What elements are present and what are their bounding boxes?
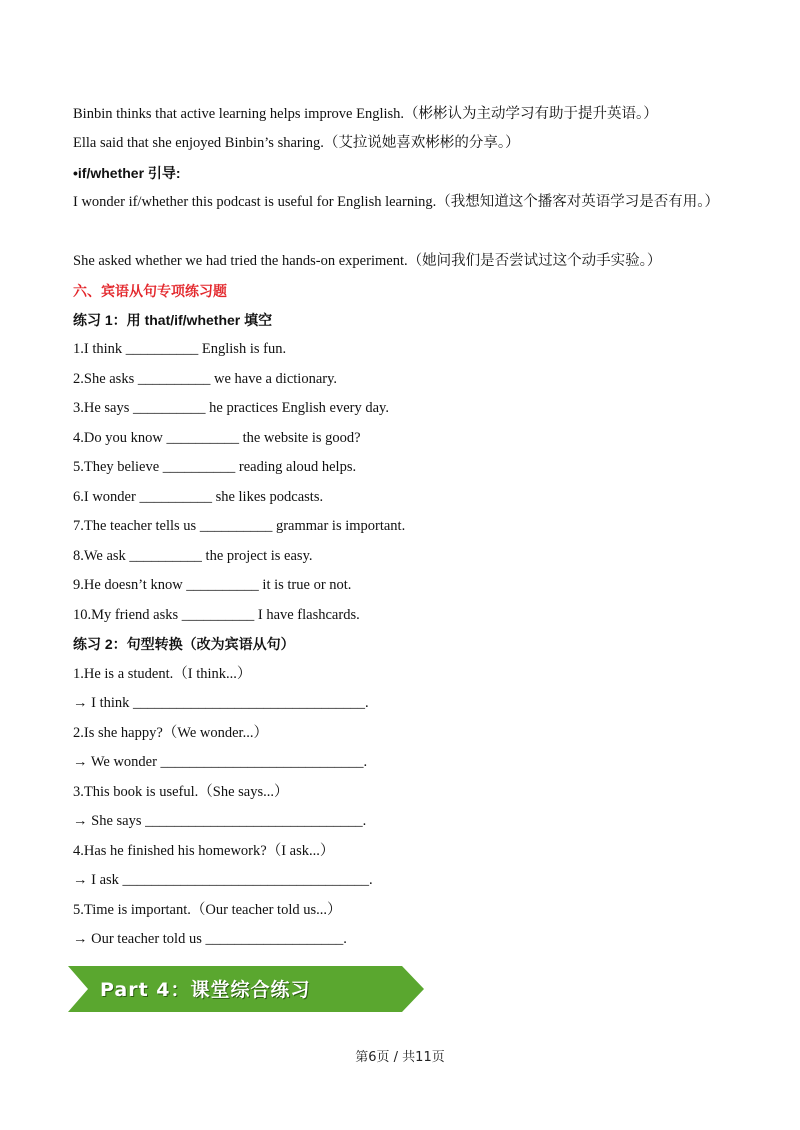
exercise2-prompt: 1.He is a student.（I think...）	[73, 666, 252, 682]
banner-title: Part 4：课堂综合练习	[100, 979, 311, 1001]
if-whether-heading: •if/whether 引导:	[73, 165, 181, 181]
part-banner	[68, 966, 424, 1012]
exercise1-item: 7.The teacher tells us __________ grammar is important.	[73, 518, 406, 534]
exercise2-prompt: 4.Has he finished his homework?（I ask...）	[73, 843, 335, 859]
exercise2-answer-line: → She says ______________________________.	[73, 813, 367, 829]
exercise2-answer-line: → We wonder ____________________________.	[73, 754, 368, 770]
if-whether-example-1: I wonder if/whether this podcast is useful for English learning.（我想知道这个播客对英语学习是否有用。）	[73, 194, 719, 210]
exercise1-item: 1.I think __________ English is fun.	[73, 341, 287, 357]
exercise1-item: 2.She asks __________ we have a dictionary.	[73, 371, 338, 387]
exercise1-item: 9.He doesn’t know __________ it is true or not.	[73, 577, 352, 593]
exercise2-answer-line: → I ask __________________________________.	[73, 872, 373, 888]
page-footer: 第6页 / 共11页	[355, 1050, 445, 1065]
exercise1-item: 5.They believe __________ reading aloud helps.	[73, 459, 357, 475]
exercise1-item: 3.He says __________ he practices English every day.	[73, 400, 389, 416]
exercise1-title: 练习 1：用 that/if/whether 填空	[73, 312, 273, 328]
exercise1-item: 10.My friend asks __________ I have flashcards.	[73, 607, 360, 623]
exercise2-answer-line: → I think ________________________________.	[73, 695, 369, 711]
exercise2-prompt: 3.This book is useful.（She says...）	[73, 784, 289, 800]
exercise1-item: 4.Do you know __________ the website is good?	[73, 430, 361, 446]
exercise1-item: 8.We ask __________ the project is easy.	[73, 548, 313, 564]
example-sentence-2: Ella said that she enjoyed Binbin’s sharing.（艾拉说她喜欢彬彬的分享。）	[73, 135, 520, 151]
section-title: 六、宾语从句专项练习题	[73, 283, 227, 299]
exercise2-prompt: 2.Is she happy?（We wonder...）	[73, 725, 268, 741]
example-sentence-1: Binbin thinks that active learning helps improve English.（彬彬认为主动学习有助于提升英语。）	[73, 106, 658, 122]
exercise1-item: 6.I wonder __________ she likes podcasts.	[73, 489, 324, 505]
exercise2-prompt: 5.Time is important.（Our teacher told us...）	[73, 902, 342, 918]
exercise2-answer-line: → Our teacher told us ___________________.	[73, 931, 347, 947]
exercise2-title: 练习 2：句型转换（改为宾语从句）	[73, 636, 295, 652]
if-whether-example-2: She asked whether we had tried the hands-on experiment.（她问我们是否尝试过这个动手实验。）	[73, 253, 662, 269]
